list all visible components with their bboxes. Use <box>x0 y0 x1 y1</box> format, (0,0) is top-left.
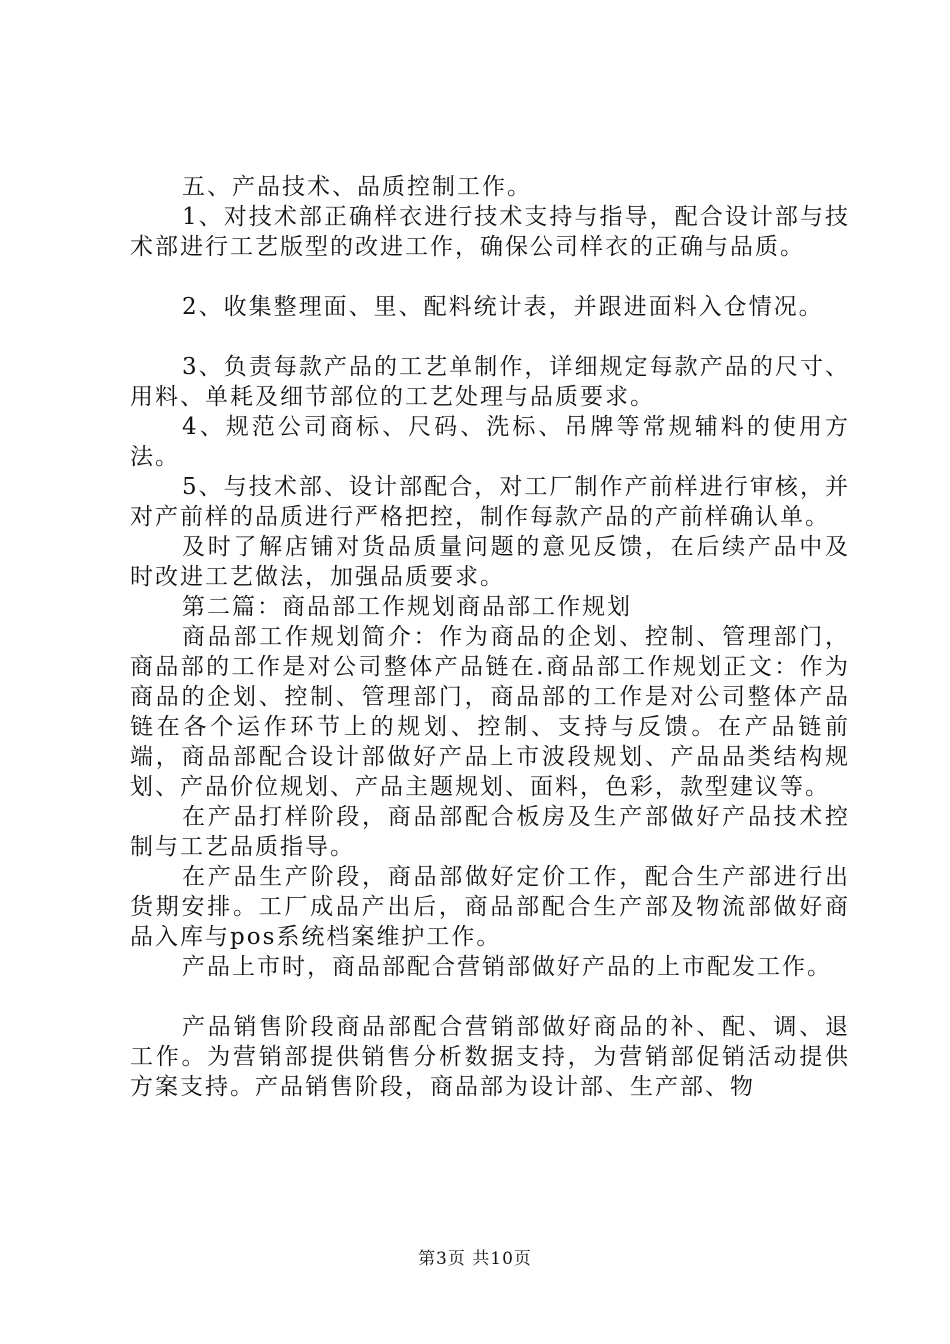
chapter-heading: 第二篇：商品部工作规划商品部工作规划 <box>182 594 632 620</box>
paragraph-feedback: 及时了解店铺对货品质量问题的意见反馈，在后续产品中及时改进工艺做法，加强品质要求。 <box>130 534 850 590</box>
page-number-footer: 第3页 共10页 <box>418 1249 532 1269</box>
blank-line <box>130 262 850 292</box>
paragraph-launch: 产品上市时，商品部配合营销部做好产品的上市配发工作。 <box>182 954 832 980</box>
paragraph-item-2: 2、收集整理面、里、配料统计表，并跟进面料入仓情况。 <box>182 294 824 320</box>
paragraph-item-5: 5、与技术部、设计部配合，对工厂制作产前样进行审核，并对产前样的品质进行严格把控，制作每款产品的产前样确认单。 <box>130 474 850 530</box>
paragraph-item-4: 4、规范公司商标、尺码、洗标、吊牌等常规辅料的使用方法。 <box>130 414 850 470</box>
paragraph-sampling: 在产品打样阶段，商品部配合板房及生产部做好产品技术控制与工艺品质指导。 <box>130 804 850 860</box>
paragraph-intro: 商品部工作规划简介：作为商品的企划、控制、管理部门，商品部的工作是对公司整体产品链在.商品部工作规划正文：作为商品的企划、控制、管理部门，商品部的工作是对公司整体产品链在各个运作环节上的规划、控制、支持与反馈。在产品链前端，商品部配合设计部做好产品上市波段规划、产品品类结构规划、产品价位规划、产品主题规划、面料，色彩，款型建议等。 <box>130 624 850 800</box>
paragraph-sales: 产品销售阶段商品部配合营销部做好商品的补、配、调、退工作。为营销部提供销售分析数据支持，为营销部促销活动提供方案支持。产品销售阶段，商品部为设计部、生产部、物 <box>130 1014 850 1100</box>
paragraph-item-3: 3、负责每款产品的工艺单制作，详细规定每款产品的尺寸、用料、单耗及细节部位的工艺处理与品质要求。 <box>130 354 850 410</box>
paragraph-production: 在产品生产阶段，商品部做好定价工作，配合生产部进行出货期安排。工厂成品产出后，商品部配合生产部及物流部做好商品入库与pos系统档案维护工作。 <box>130 864 850 950</box>
section-heading: 五、产品技术、品质控制工作。 <box>182 174 532 200</box>
blank-line <box>130 322 850 352</box>
body-text <box>130 172 850 1102</box>
blank-line <box>130 982 850 1012</box>
paragraph-item-1: 1、对技术部正确样衣进行技术支持与指导，配合设计部与技术部进行工艺版型的改进工作，确保公司样衣的正确与品质。 <box>130 204 850 260</box>
